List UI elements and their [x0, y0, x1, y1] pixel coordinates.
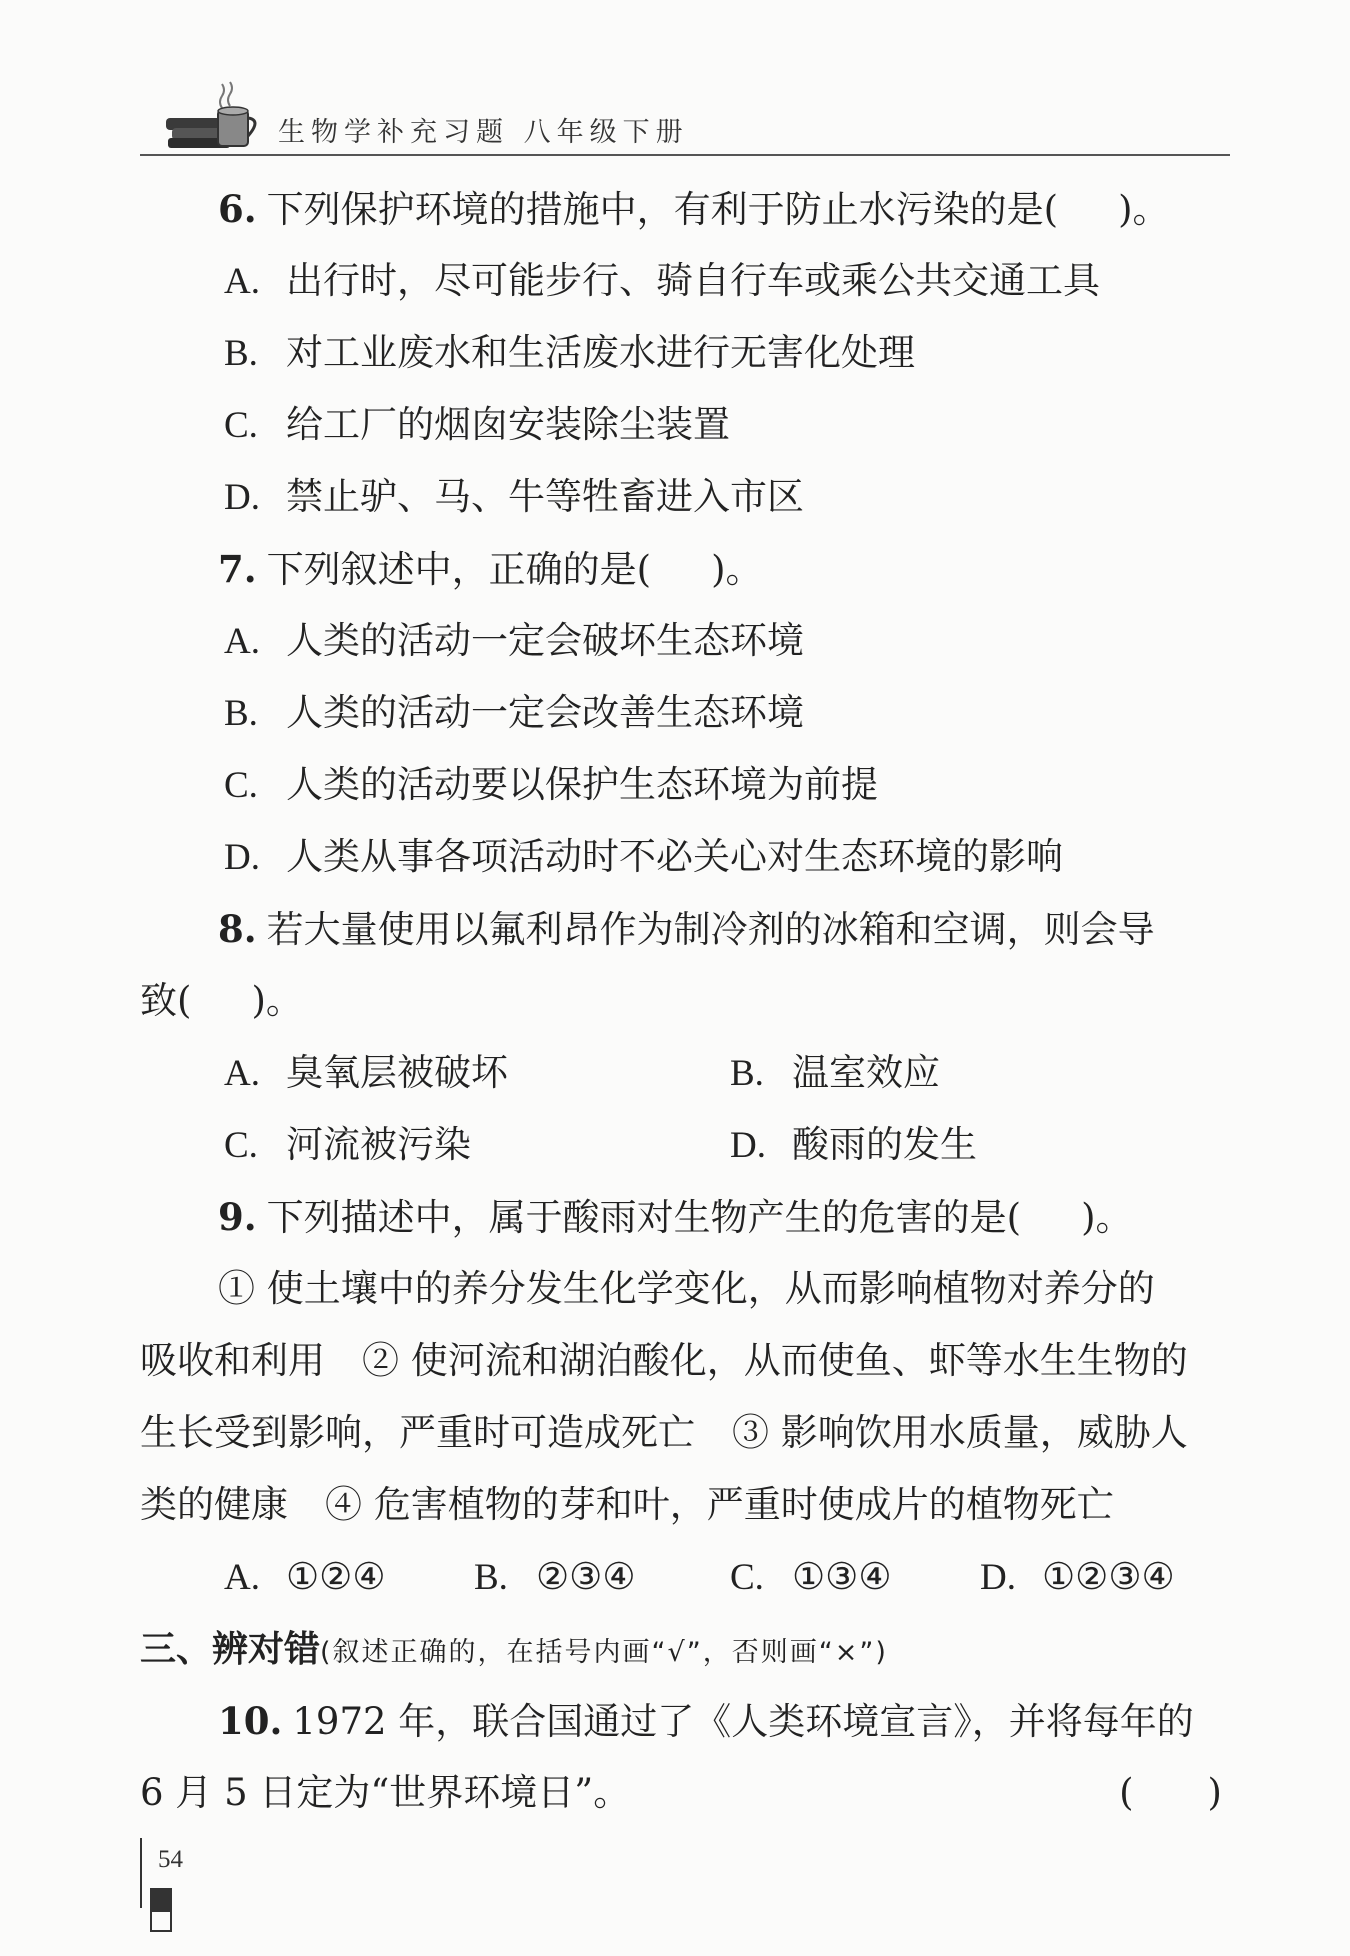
option-text: 河流被污染	[286, 1123, 471, 1166]
option-text: 禁止驴、马、牛等牲畜进入市区	[286, 475, 804, 518]
option-d	[140, 834, 1230, 906]
question-number: 6.	[218, 187, 257, 231]
question-number: 10.	[218, 1699, 283, 1743]
option-text: ②③④	[536, 1555, 636, 1598]
question-text: 致(	[140, 979, 192, 1022]
option-text: 温室效应	[792, 1051, 940, 1094]
option-c	[140, 762, 1230, 834]
question-9-body-4: 类的健康 ④ 危害植物的芽和叶，严重时使成片的植物死亡	[140, 1483, 1114, 1526]
option-label: A.	[224, 621, 260, 662]
options-row-cd	[140, 1122, 1230, 1194]
question-10-line-2	[140, 1770, 1230, 1842]
option-d	[980, 1554, 1175, 1601]
option-text: ①②③④	[1042, 1555, 1175, 1598]
empty-square-icon	[150, 1910, 172, 1932]
answer-parentheses[interactable]: ( )	[1119, 1771, 1222, 1814]
option-text: ①③④	[792, 1555, 892, 1598]
option-label: D.	[730, 1125, 766, 1166]
question-9-stem	[140, 1194, 1230, 1266]
question-text-end: )。	[711, 548, 763, 591]
question-text-end: )。	[1118, 188, 1170, 231]
option-text: 人类的活动要以保护生态环境为前提	[286, 763, 878, 806]
option-b	[474, 1554, 636, 1601]
question-7-stem	[140, 546, 1230, 618]
option-text: 人类的活动一定会破坏生态环境	[286, 619, 804, 662]
option-label: A.	[224, 261, 260, 302]
question-9-body-2: 吸收和利用 ② 使河流和湖泊酸化，从而使鱼、虾等水生生物的	[140, 1339, 1188, 1382]
footer-divider	[140, 1838, 142, 1908]
question-text: 下列保护环境的措施中，有利于防止水污染的是(	[266, 188, 1059, 231]
option-text: 给工厂的烟囱安装除尘装置	[286, 403, 730, 446]
option-label: B.	[730, 1053, 764, 1094]
options-row	[140, 1554, 1230, 1626]
question-text: 1972 年，联合国通过了《人类环境宣言》，并将每年的	[292, 1700, 1194, 1743]
question-text: 下列叙述中，正确的是(	[266, 548, 652, 591]
option-text: 臭氧层被破坏	[286, 1051, 508, 1094]
section-title: 三、辨对错	[140, 1629, 321, 1670]
question-text: 下列描述中，属于酸雨对生物产生的危害的是(	[266, 1196, 1022, 1239]
question-text: 若大量使用以氟利昂作为制冷剂的冰箱和空调，则会导	[266, 908, 1155, 951]
option-label: B.	[224, 333, 258, 374]
option-label: C.	[730, 1557, 764, 1598]
option-label: C.	[224, 405, 258, 446]
option-label: A.	[224, 1557, 260, 1598]
question-text: 6 月 5 日定为“世界环境日”。	[140, 1771, 631, 1814]
option-a	[140, 618, 1230, 690]
option-a	[140, 258, 1230, 330]
filled-square-icon	[150, 1888, 172, 1910]
question-number: 9.	[218, 1195, 257, 1239]
question-text-end: )。	[1081, 1196, 1133, 1239]
options-row-ab	[140, 1050, 1230, 1122]
option-b	[730, 1050, 940, 1097]
option-text: ①②④	[286, 1555, 386, 1598]
option-text: 人类的活动一定会改善生态环境	[286, 691, 804, 734]
option-b	[140, 330, 1230, 402]
option-label: D.	[980, 1557, 1016, 1598]
option-label: C.	[224, 765, 258, 806]
option-label: C.	[224, 1125, 258, 1166]
book-title: 生物学补充习题 八年级下册	[278, 117, 689, 148]
option-d	[730, 1122, 977, 1169]
option-b	[140, 690, 1230, 762]
option-label: A.	[224, 1053, 260, 1094]
question-10-line-1	[140, 1698, 1230, 1770]
option-text: 出行时，尽可能步行、骑自行车或乘公共交通工具	[286, 259, 1100, 302]
option-d	[140, 474, 1230, 546]
question-8-stem	[140, 906, 1230, 978]
option-label: D.	[224, 477, 260, 518]
option-text: 人类从事各项活动时不必关心对生态环境的影响	[286, 835, 1063, 878]
question-number: 7.	[218, 547, 257, 591]
question-9-body-3: 生长受到影响，严重时可造成死亡 ③ 影响饮用水质量，威胁人	[140, 1411, 1188, 1454]
footer-marks	[150, 1888, 176, 1932]
option-c	[730, 1554, 892, 1601]
page-number: 54	[158, 1846, 183, 1873]
question-6-stem	[140, 186, 1230, 258]
question-text-end: )。	[251, 979, 303, 1022]
section-heading	[140, 1626, 1230, 1698]
page-header	[140, 72, 1230, 156]
option-a	[224, 1554, 386, 1601]
option-text: 酸雨的发生	[792, 1123, 977, 1166]
option-label: B.	[224, 693, 258, 734]
question-9-body-1: ① 使土壤中的养分发生化学变化，从而影响植物对养分的	[218, 1267, 1155, 1310]
option-label: B.	[474, 1557, 508, 1598]
option-label: D.	[224, 837, 260, 878]
question-8-stem-cont	[140, 978, 1230, 1050]
question-number: 8.	[218, 907, 257, 951]
section-instructions: (叙述正确的，在括号内画“√”，否则画“×”)	[320, 1637, 888, 1668]
books-and-cup-icon	[162, 78, 272, 152]
questions-area	[140, 186, 1230, 1842]
option-text: 对工业废水和生活废水进行无害化处理	[286, 331, 915, 374]
option-c	[140, 402, 1230, 474]
